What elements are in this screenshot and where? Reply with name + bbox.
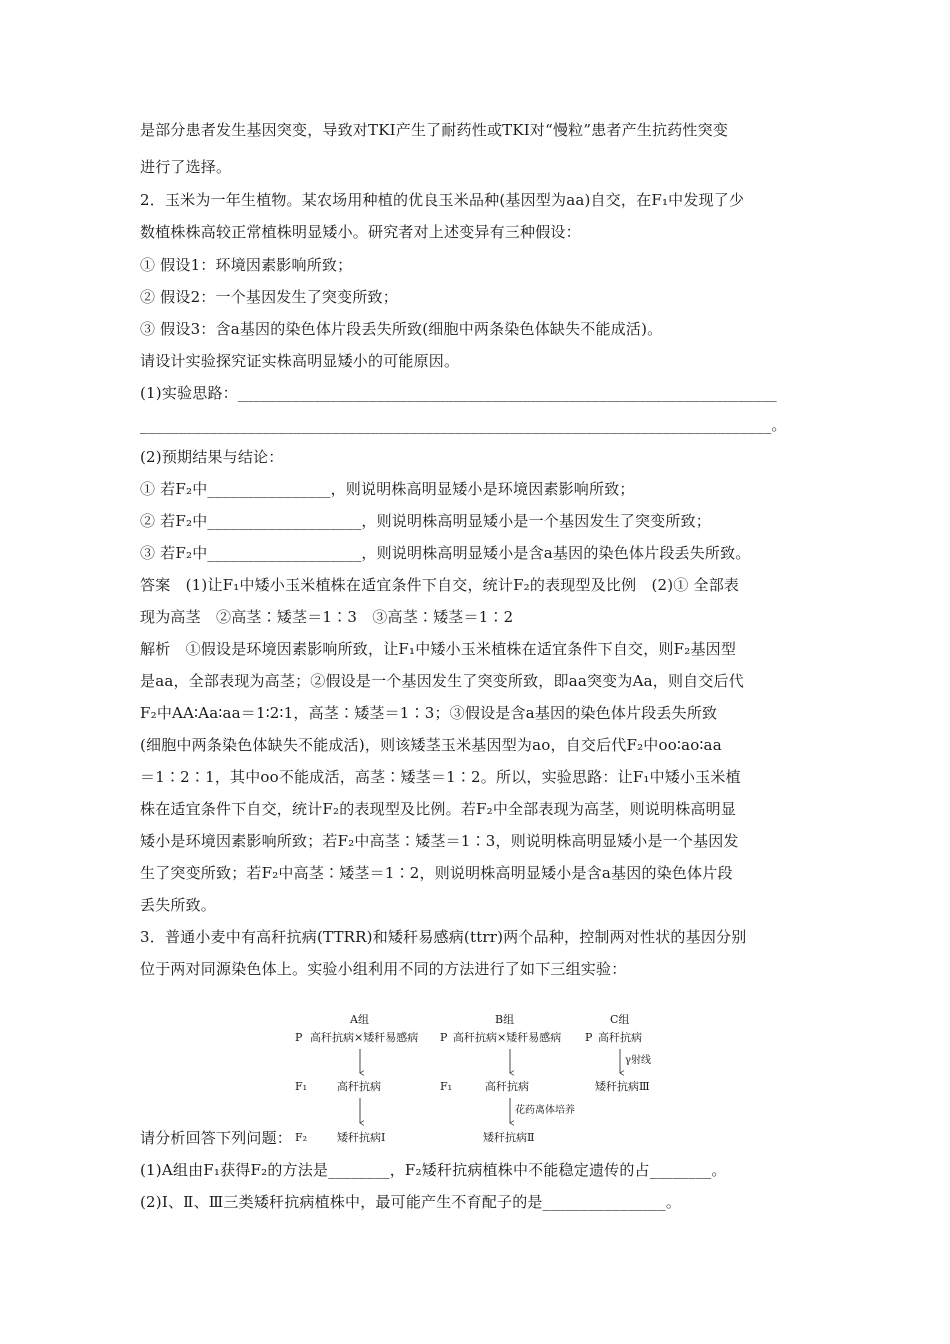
text-line: (1)实验思路：______________________________________________________________________	[140, 384, 777, 402]
experiment-diagram	[285, 985, 675, 1181]
text-line: __________________________________________________________________________________。	[140, 416, 787, 434]
question-line: (1)A组由F₁获得F₂的方法是________，F₂矮秆抗病植株中不能稳定遗传的占________。	[140, 1161, 727, 1179]
text-line: ② 若F₂中____________________，则说明株高明显矮小是一个基因发生了突变所致；	[140, 512, 711, 530]
group-c-title: C组	[610, 1013, 630, 1026]
answer-line: 现为高茎 ②高茎∶矮茎＝1∶3 ③高茎∶矮茎＝1∶2	[140, 608, 514, 626]
group-c-parent: 高秆抗病	[598, 1031, 642, 1044]
group-c-p-label: P	[585, 1031, 593, 1044]
group-b-result: 矮秆抗病Ⅱ	[483, 1131, 535, 1144]
text-line: 请设计实验探究证实株高明显矮小的可能原因。	[140, 352, 460, 370]
text-line: 进行了选择。	[140, 158, 232, 176]
group-b-f1: 高秆抗病	[485, 1080, 529, 1093]
analysis-line: 是aa，全部表现为高茎；②假设是一个基因发生了突变所致，即aa突变为Aa，则自交后代	[140, 672, 744, 690]
group-a-cross: 高秆抗病×矮秆易感病	[310, 1031, 419, 1044]
group-c-method: γ射线	[625, 1055, 651, 1066]
analysis-line: F₂中AA∶Aa∶aa＝1∶2∶1，高茎∶矮茎＝1∶3；③假设是含a基因的染色体片段丢失所致	[140, 704, 718, 722]
text-line: 是部分患者发生基因突变，导致对TKI产生了耐药性或TKI对“慢粒”患者产生抗药性突变	[140, 121, 729, 139]
answer-line: 答案 (1)让F₁中矮小玉米植株在适宜条件下自交，统计F₂的表现型及比例 (2)① 全部表	[140, 576, 740, 594]
experiment-diagram-svg	[285, 985, 675, 1181]
analysis-line: 株在适宜条件下自交，统计F₂的表现型及比例。若F₂中全部表现为高茎，则说明株高明显	[140, 800, 737, 818]
group-b-f1-label: F₁	[440, 1080, 453, 1093]
group-b-p-label: P	[440, 1031, 448, 1044]
group-b-cross: 高秆抗病×矮秆易感病	[453, 1031, 562, 1044]
text-line: ① 若F₂中________________，则说明株高明显矮小是环境因素影响所致；	[140, 480, 635, 498]
question-line: (2)Ⅰ、Ⅱ、Ⅲ三类矮秆抗病植株中，最可能产生不育配子的是________________。	[140, 1193, 682, 1211]
text-line: (2)预期结果与结论：	[140, 448, 284, 466]
group-b-method: 花药离体培养	[515, 1105, 575, 1116]
group-c-result: 矮秆抗病Ⅲ	[595, 1080, 650, 1093]
text-line: ③ 假设3：含a基因的染色体片段丢失所致(细胞中两条染色体缺失不能成活)。	[140, 320, 663, 338]
analysis-line: 解析 ①假设是环境因素影响所致，让F₁中矮小玉米植株在适宜条件下自交，则F₂基因型	[140, 640, 737, 658]
analysis-line: 矮小是环境因素影响所致；若F₂中高茎∶矮茎＝1∶3，则说明株高明显矮小是一个基因发	[140, 832, 739, 850]
analysis-line: 丢失所致。	[140, 896, 217, 914]
text-line: 数植株株高较正常植株明显矮小。研究者对上述变异有三种假设：	[140, 223, 581, 241]
text-line: ① 假设1：环境因素影响所致；	[140, 256, 353, 274]
group-a-f1-label: F₁	[295, 1080, 308, 1093]
analysis-line: ＝1∶2∶1，其中oo不能成活，高茎∶矮茎＝1∶2。所以，实验思路：让F₁中矮小玉米植	[140, 768, 741, 786]
analysis-line: (细胞中两条染色体缺失不能成活)，则该矮茎玉米基因型为ao，自交后代F₂中oo∶ao∶aa	[140, 736, 722, 754]
text-line: ② 假设2：一个基因发生了突变所致；	[140, 288, 398, 306]
group-a-p-label: P	[295, 1031, 303, 1044]
text-line: ③ 若F₂中____________________，则说明株高明显矮小是含a基因的染色体片段丢失所致。	[140, 544, 751, 562]
text-line: 位于两对同源染色体上。实验小组利用不同的方法进行了如下三组实验：	[140, 960, 627, 978]
group-b-title: B组	[495, 1013, 515, 1026]
group-a-f2: 矮秆抗病Ⅰ	[337, 1131, 386, 1144]
group-a-f1: 高秆抗病	[337, 1080, 381, 1093]
analysis-line: 生了突变所致；若F₂中高茎∶矮茎＝1∶2，则说明株高明显矮小是含a基因的染色体片段	[140, 864, 733, 882]
group-a-f2-label: F₂	[295, 1131, 308, 1144]
text-line: 请分析回答下列问题：	[140, 1129, 293, 1147]
group-a-title: A组	[350, 1013, 369, 1026]
text-line: 3．普通小麦中有高秆抗病(TTRR)和矮秆易感病(ttrr)两个品种，控制两对性状的基因分别	[140, 928, 747, 946]
text-line: 2．玉米为一年生植物。某农场用种植的优良玉米品种(基因型为aa)自交，在F₁中发现了少	[140, 191, 745, 209]
